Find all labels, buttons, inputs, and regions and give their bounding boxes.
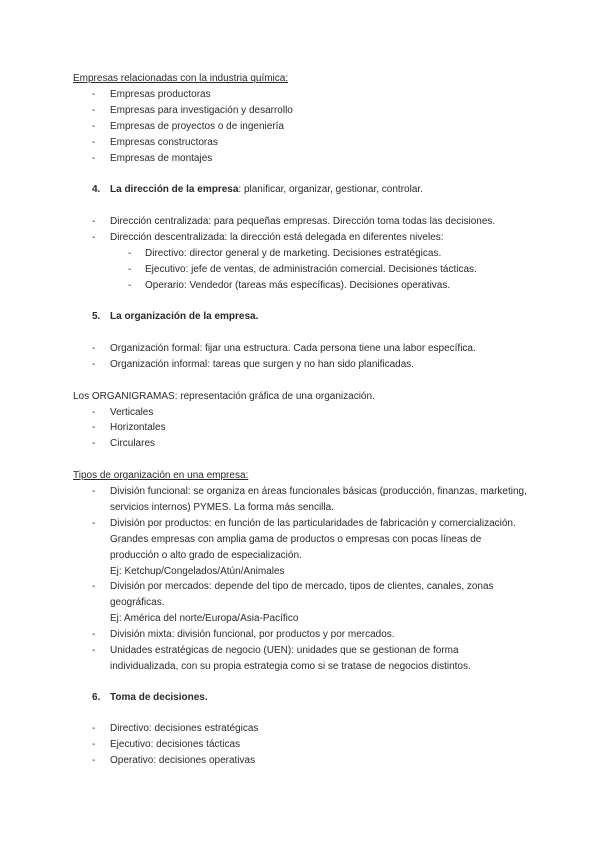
list-item-continuation: servicios internos) PYMES. La forma más sencilla. [110,502,334,513]
list-item: Empresas productoras [110,89,211,100]
list-item-continuation: individualizada, con su propia estrategia como si se tratase de negocios distintos. [110,661,471,672]
bullet-dash: - [92,232,96,243]
list-item: Horizontales [110,422,166,433]
section-title: La organización de la empresa. [110,311,259,322]
bullet-dash: - [128,264,132,275]
bullet-dash: - [92,422,96,433]
section-title: La dirección de la empresa [110,184,239,195]
bullet-dash: - [92,486,96,497]
sub-list-item: Ejecutivo: jefe de ventas, de administración comercial. Decisiones tácticas. [145,264,477,275]
types-heading: Tipos de organización en una empresa: [73,470,249,481]
list-item: Dirección descentralizada: la dirección está delegada en diferentes niveles: [110,232,444,243]
section-number: 6. [92,692,101,703]
section-title-rest: : planificar, organizar, gestionar, controlar. [238,184,423,195]
bullet-dash: - [92,89,96,100]
list-item: División por productos: en función de las particularidades de fabricación y comercialización. [110,518,516,529]
organigramas-intro: Los ORGANIGRAMAS: representación gráfica de una organización. [73,391,375,402]
bullet-dash: - [92,137,96,148]
bullet-dash: - [92,518,96,529]
bullet-dash: - [92,629,96,640]
list-item: División por mercados: depende del tipo de mercado, tipos de clientes, canales, zonas [110,581,494,592]
list-item: Operativo: decisiones operativas [110,755,256,766]
sub-list-item: Operario: Vendedor (tareas más específicas). Decisiones operativas. [145,280,451,291]
companies-heading: Empresas relacionadas con la industria química: [73,73,289,84]
list-item: Directivo: decisiones estratégicas [110,723,259,734]
list-item: Circulares [110,438,156,449]
bullet-dash: - [92,739,96,750]
section-number: 5. [92,311,101,322]
bullet-dash: - [92,438,96,449]
list-item-continuation: Grandes empresas con amplia gama de productos o empresas con pocas líneas de [110,534,482,545]
list-item-continuation: Ej: Ketchup/Congelados/Atún/Animales [110,566,285,577]
section-number: 4. [92,184,101,195]
bullet-dash: - [92,755,96,766]
list-item: Empresas de montajes [110,153,213,164]
list-item: Empresas para investigación y desarrollo [110,105,293,116]
bullet-dash: - [128,248,132,259]
list-item: División funcional: se organiza en áreas funcionales básicas (producción, finanzas, marketing, [110,486,527,497]
bullet-dash: - [92,153,96,164]
list-item: Organización formal: fijar una estructura. Cada persona tiene una labor específica. [110,343,476,354]
bullet-dash: - [92,407,96,418]
sub-list-item: Directivo: director general y de marketing. Decisiones estratégicas. [145,248,442,259]
list-item: Unidades estratégicas de negocio (UEN): unidades que se gestionan de forma [110,645,459,656]
list-item: Verticales [110,407,154,418]
bullet-dash: - [92,343,96,354]
list-item-continuation: producción o alto grado de especialización. [110,550,302,561]
bullet-dash: - [92,359,96,370]
list-item: Dirección centralizada: para pequeñas empresas. Dirección toma todas las decisiones. [110,216,496,227]
section-title: Toma de decisiones. [110,692,208,703]
list-item: Ejecutivo: decisiones tácticas [110,739,241,750]
section-4-heading [110,183,423,197]
bullet-dash: - [92,121,96,132]
bullet-dash: - [92,723,96,734]
bullet-dash: - [92,581,96,592]
list-item: División mixta: división funcional, por productos y por mercados. [110,629,395,640]
list-item-continuation: geográficas. [110,597,165,608]
bullet-dash: - [92,105,96,116]
list-item: Empresas constructoras [110,137,218,148]
bullet-dash: - [128,280,132,291]
list-item-continuation: Ej: América del norte/Europa/Asia-Pacífico [110,613,299,624]
bullet-dash: - [92,216,96,227]
bullet-dash: - [92,645,96,656]
list-item: Empresas de proyectos o de ingeniería [110,121,284,132]
list-item: Organización informal: tareas que surgen y no han sido planificadas. [110,359,415,370]
